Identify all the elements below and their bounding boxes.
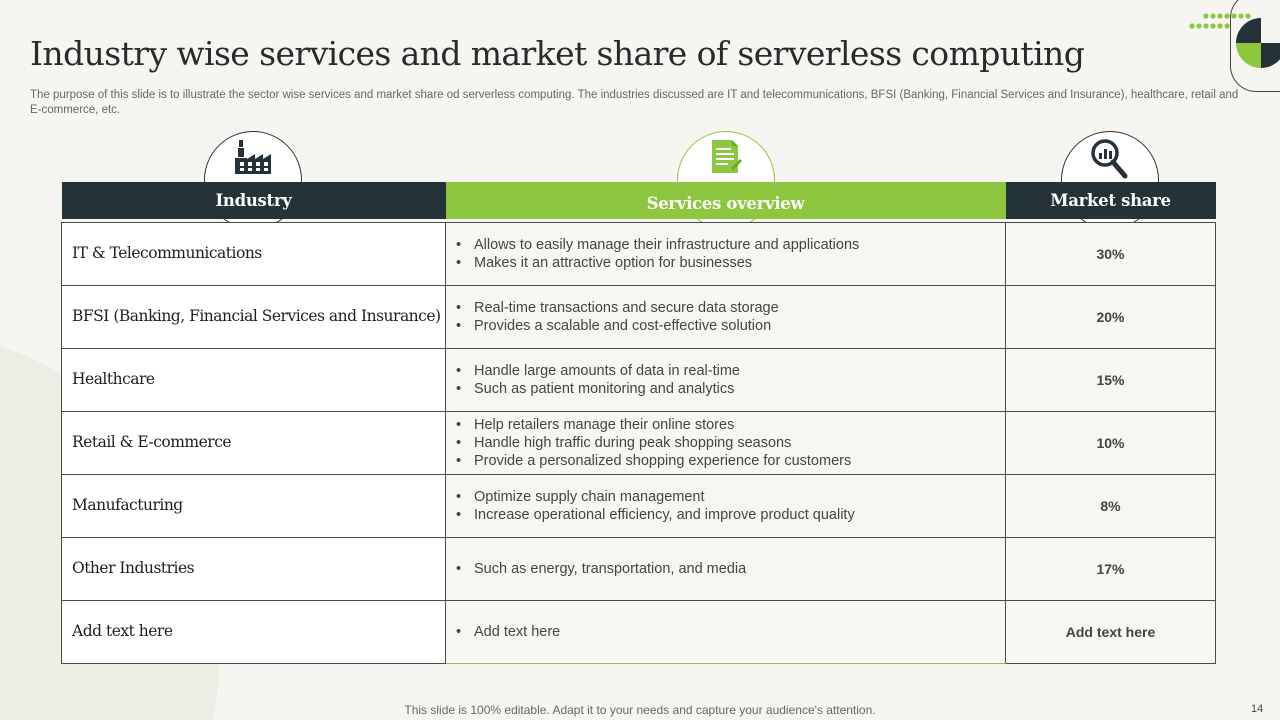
service-bullet: • Such as patient monitoring and analytics <box>456 380 735 397</box>
industry-cell: BFSI (Banking, Financial Services and Insurance) <box>62 285 446 348</box>
factory-icon <box>233 138 273 176</box>
industry-cell: Retail & E-commerce <box>62 411 446 474</box>
table-row <box>62 222 1216 285</box>
services-cell <box>446 285 1006 348</box>
table-row <box>62 600 1216 663</box>
service-bullet: • Such as energy, transportation, and media <box>456 560 747 577</box>
market-share-cell: Add text here <box>1006 600 1216 663</box>
document-icon <box>709 138 743 176</box>
industry-cell: Healthcare <box>62 348 446 411</box>
table-row <box>62 411 1216 474</box>
service-bullet: • Add text here <box>456 623 561 640</box>
table-row <box>62 474 1216 537</box>
service-bullet: • Real-time transactions and secure data storage <box>456 299 779 316</box>
slide-footer: This slide is 100% editable. Adapt it to your needs and capture your audience's attention. <box>404 703 876 717</box>
table-row <box>62 348 1216 411</box>
market-share-cell: 15% <box>1006 348 1216 411</box>
industry-cell: Manufacturing <box>62 474 446 537</box>
market-share-cell: 10% <box>1006 411 1216 474</box>
services-cell <box>446 600 1006 663</box>
market-share-cell: 8% <box>1006 474 1216 537</box>
industry-cell: Other Industries <box>62 537 446 600</box>
service-bullet: • Handle large amounts of data in real-time <box>456 362 740 379</box>
service-bullet: • Optimize supply chain management <box>456 488 705 505</box>
header-industry: Industry <box>62 182 446 219</box>
services-cell <box>446 348 1006 411</box>
decorative-pie <box>1236 18 1280 68</box>
header-market-share: Market share <box>1006 182 1216 219</box>
slide-title: Industry wise services and market share of serverless computing <box>30 34 1085 73</box>
service-bullet: • Provides a scalable and cost-effective solution <box>456 317 772 334</box>
service-bullet: • Increase operational efficiency, and improve product quality <box>456 506 855 523</box>
market-share-cell: 17% <box>1006 537 1216 600</box>
service-bullet: • Provide a personalized shopping experience for customers <box>456 452 852 469</box>
service-bullet: • Help retailers manage their online stores <box>456 416 735 433</box>
services-cell <box>446 474 1006 537</box>
industry-cell: Add text here <box>62 600 446 663</box>
service-bullet: • Makes it an attractive option for businesses <box>456 254 753 271</box>
market-share-cell: 30% <box>1006 222 1216 285</box>
magnifier-chart-icon <box>1089 138 1131 182</box>
page-number: 14 <box>1251 703 1264 715</box>
table-row <box>62 285 1216 348</box>
services-cell <box>446 537 1006 600</box>
service-bullet: • Handle high traffic during peak shopping seasons <box>456 434 792 451</box>
industry-cell: IT & Telecommunications <box>62 222 446 285</box>
services-cell <box>446 222 1006 285</box>
table-row <box>62 537 1216 600</box>
market-share-cell: 20% <box>1006 285 1216 348</box>
slide-subtitle: The purpose of this slide is to illustrate the sector wise services and market share od serverless computing. The industries discussed are IT and telecommunications, BFSI (Banking, Financial Services and Insurance), healthcare, retail and E-commerce, etc. <box>30 89 1239 116</box>
services-cell <box>446 411 1006 474</box>
industry-table <box>61 182 1216 664</box>
header-services-overview: Services overview <box>446 182 1006 219</box>
service-bullet: • Allows to easily manage their infrastructure and applications <box>456 236 860 253</box>
